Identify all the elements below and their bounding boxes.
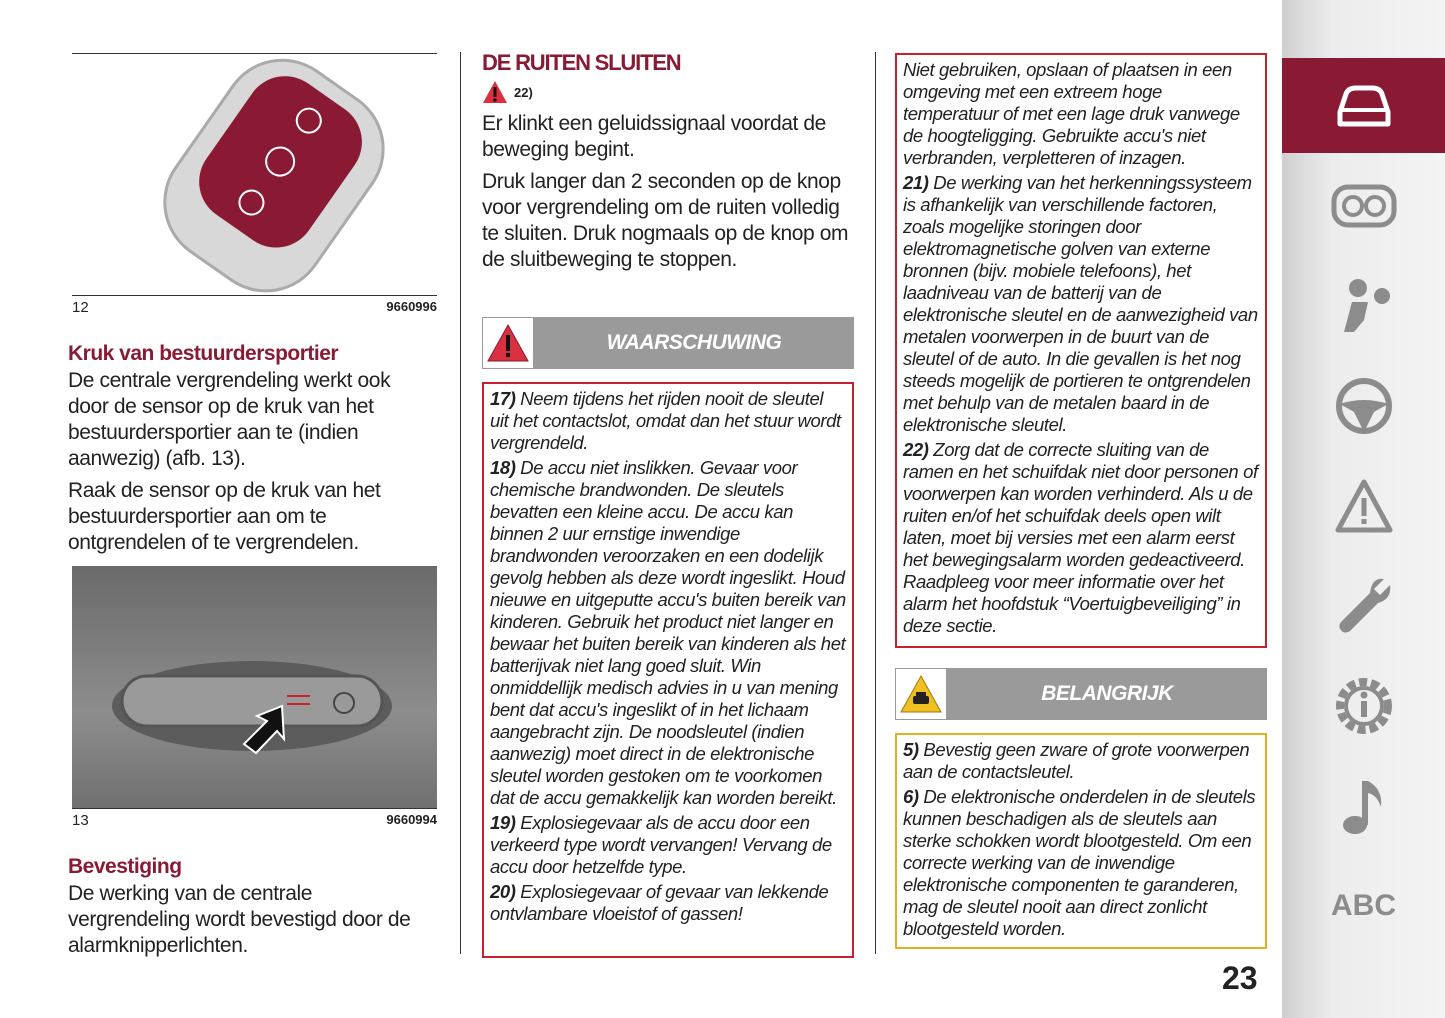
item-text: Explosiegevaar als de accu door een verkeerd type wordt vervangen! Vervang de accu door hetzelfde type.	[490, 812, 832, 877]
airbag-person-icon	[1334, 276, 1394, 336]
warning-triangle-icon	[482, 80, 508, 104]
item-text: De accu niet inslikken. Gevaar voor chemische brandwonden. De sleutels bevatten een kleine accu. De accu kan binnen 2 uur ernstige inwendige brandwonden veroorzaken en een dodelijk gevolg hebben als deze wordt ingeslikt. Houd nieuwe en uitgeputte accu's buiten bereik van kinderen. Gebruik het product niet langer en bewaar het buiten bereik van kinderen als het batterijvak niet lang goed sluit. Win onmiddellijk medisch advies in u van mening bent dat accu's ingeslikt of in het lichaam aangebracht zijn. De noodsleutel (indien aanwezig) moet direct in de elektronische sleutel worden gestoken om te voorkomen dat de accu gemakkelijk kan worden bereikt.	[490, 457, 846, 808]
figure-key-fob	[72, 56, 437, 294]
warning-header	[482, 317, 854, 369]
paragraph: De centrale vergrendeling werkt ook door de sensor op de kruk van het bestuurdersportier aan te (indien aanwezig) (afb. 13).	[68, 369, 391, 470]
section-body	[68, 368, 408, 562]
car-icon	[1332, 82, 1396, 130]
warning-box	[482, 382, 854, 958]
item-number: 21)	[903, 172, 929, 193]
important-header	[895, 668, 1267, 720]
warning-box-continued	[895, 53, 1267, 648]
figure-code: 9660996	[386, 299, 437, 314]
warning-item	[490, 457, 846, 809]
steering-wheel-icon	[1334, 376, 1394, 436]
sidebar-item-maintenance[interactable]	[1282, 558, 1445, 653]
sidebar-item-car[interactable]	[1282, 58, 1445, 153]
abc-index-label: ABC	[1331, 888, 1396, 922]
sidebar-item-warnings[interactable]	[1282, 458, 1445, 553]
sidebar-item-dashboard[interactable]	[1282, 158, 1445, 253]
warning-triangle-icon	[482, 317, 534, 369]
warning-label: WAARSCHUWING	[606, 331, 782, 354]
item-text: De elektronische onderdelen in de sleutels kunnen beschadigen als de sleutels aan sterke schokken wordt blootgesteld. Om een correcte werking van de inwendige elektronische componenten te garanderen, mag de sleutel nooit aan direct zonlicht blootgesteld worden.	[903, 786, 1256, 939]
chapter-sidebar	[1282, 0, 1445, 1018]
figure-number: 13	[72, 812, 89, 829]
important-item	[903, 786, 1259, 940]
figure-number: 12	[72, 299, 89, 316]
figure-13-caption	[72, 812, 437, 829]
warning-icon	[1334, 478, 1394, 534]
important-item	[903, 739, 1259, 783]
sidebar-item-index[interactable]	[1282, 858, 1445, 953]
figure-top-rule	[72, 53, 437, 54]
important-box	[895, 733, 1267, 949]
important-label: BELANGRIJK	[1041, 682, 1173, 705]
paragraph: Er klinkt een geluidssignaal voordat de beweging begint.	[482, 112, 826, 161]
paragraph: De werking van de centrale vergrendeling wordt bevestigd door de alarmknipperlichten.	[68, 882, 411, 957]
figure-rule	[72, 808, 437, 809]
figure-rule	[72, 295, 437, 296]
item-number: 6)	[903, 786, 919, 807]
info-gear-icon	[1333, 675, 1395, 737]
item-text: Niet gebruiken, opslaan of plaatsen in een omgeving met een extreem hoge temperatuur of met een lage druk vanwege de hoogteligging. Gebruikte accu's niet verbranden, verpletteren of inzagen.	[903, 59, 1240, 168]
figure-door-handle	[72, 566, 437, 809]
wrench-icon	[1334, 573, 1394, 639]
warning-item	[903, 439, 1259, 637]
item-number: 18)	[490, 457, 516, 478]
warning-item	[490, 812, 846, 878]
music-note-icon	[1339, 775, 1389, 837]
section-body	[482, 111, 854, 279]
reference-number: 22)	[514, 84, 533, 100]
warning-item	[490, 388, 846, 454]
item-text: Explosiegevaar of gevaar van lekkende ontvlambare vloeistof of gassen!	[490, 881, 829, 924]
item-text: Zorg dat de correcte sluiting van de ramen en het schuifdak niet door personen of voorwerpen kan worden verhinderd. Als u de ruiten en/of het schuifdak deels open wilt laten, moet bij versies met een alarm eerst het bewegingsalarm worden gedeactiveerd. Raadpleeg voor meer informatie over het alarm het hoofdstuk “Voertuigbeveiliging” in deze sectie.	[903, 439, 1258, 636]
sidebar-item-safety[interactable]	[1282, 258, 1445, 353]
section-title: Kruk van bestuurdersportier	[68, 342, 339, 365]
sidebar-item-driving[interactable]	[1282, 358, 1445, 453]
warning-item	[490, 881, 846, 925]
item-number: 17)	[490, 388, 516, 409]
sidebar-item-multimedia[interactable]	[1282, 758, 1445, 853]
figure-12-caption	[72, 299, 437, 316]
section-title: Bevestiging	[68, 855, 182, 878]
warning-item	[903, 172, 1259, 436]
item-number: 20)	[490, 881, 516, 902]
paragraph: Druk langer dan 2 seconden op de knop voor vergrendeling om de ruiten volledig te sluiten. Druk nogmaals op de knop om de sluitbeweging te stoppen.	[482, 170, 849, 271]
section-title: DE RUITEN SLUITEN	[482, 50, 681, 75]
warning-reference	[482, 80, 533, 104]
item-text: Bevestig geen zware of grote voorwerpen aan de contactsleutel.	[903, 739, 1250, 782]
car-on-road-warning-icon	[895, 668, 947, 720]
warning-item	[903, 59, 1259, 169]
item-text: Neem tijdens het rijden nooit de sleutel uit het contactslot, omdat dan het stuur wordt vergrendeld.	[490, 388, 841, 453]
column-divider	[460, 52, 461, 954]
figure-code: 9660994	[386, 812, 437, 827]
sidebar-item-technical-data[interactable]	[1282, 658, 1445, 753]
column-divider	[875, 52, 876, 954]
item-number: 5)	[903, 739, 919, 760]
page-number: 23	[1222, 960, 1258, 996]
item-text: De werking van het herkenningssysteem is afhankelijk van verschillende factoren, zoals mogelijke storingen door elektromagnetische golven van externe bronnen (bijv. mobiele telefoons), het laadniveau van de batterij van de elektronische sleutel en de aanwezigheid van metalen voorwerpen in de buurt van de sleutel of de auto. In die gevallen is het nog steeds mogelijk de portieren te ontgrendelen met behulp van de metalen baard in de elektronische sleutel.	[903, 172, 1258, 435]
item-number: 22)	[903, 439, 929, 460]
item-number: 19)	[490, 812, 516, 833]
dashboard-icon	[1331, 184, 1397, 228]
section-body	[68, 881, 428, 965]
paragraph: Raak de sensor op de kruk van het bestuurdersportier aan om te ontgrendelen of te vergrendelen.	[68, 479, 381, 554]
